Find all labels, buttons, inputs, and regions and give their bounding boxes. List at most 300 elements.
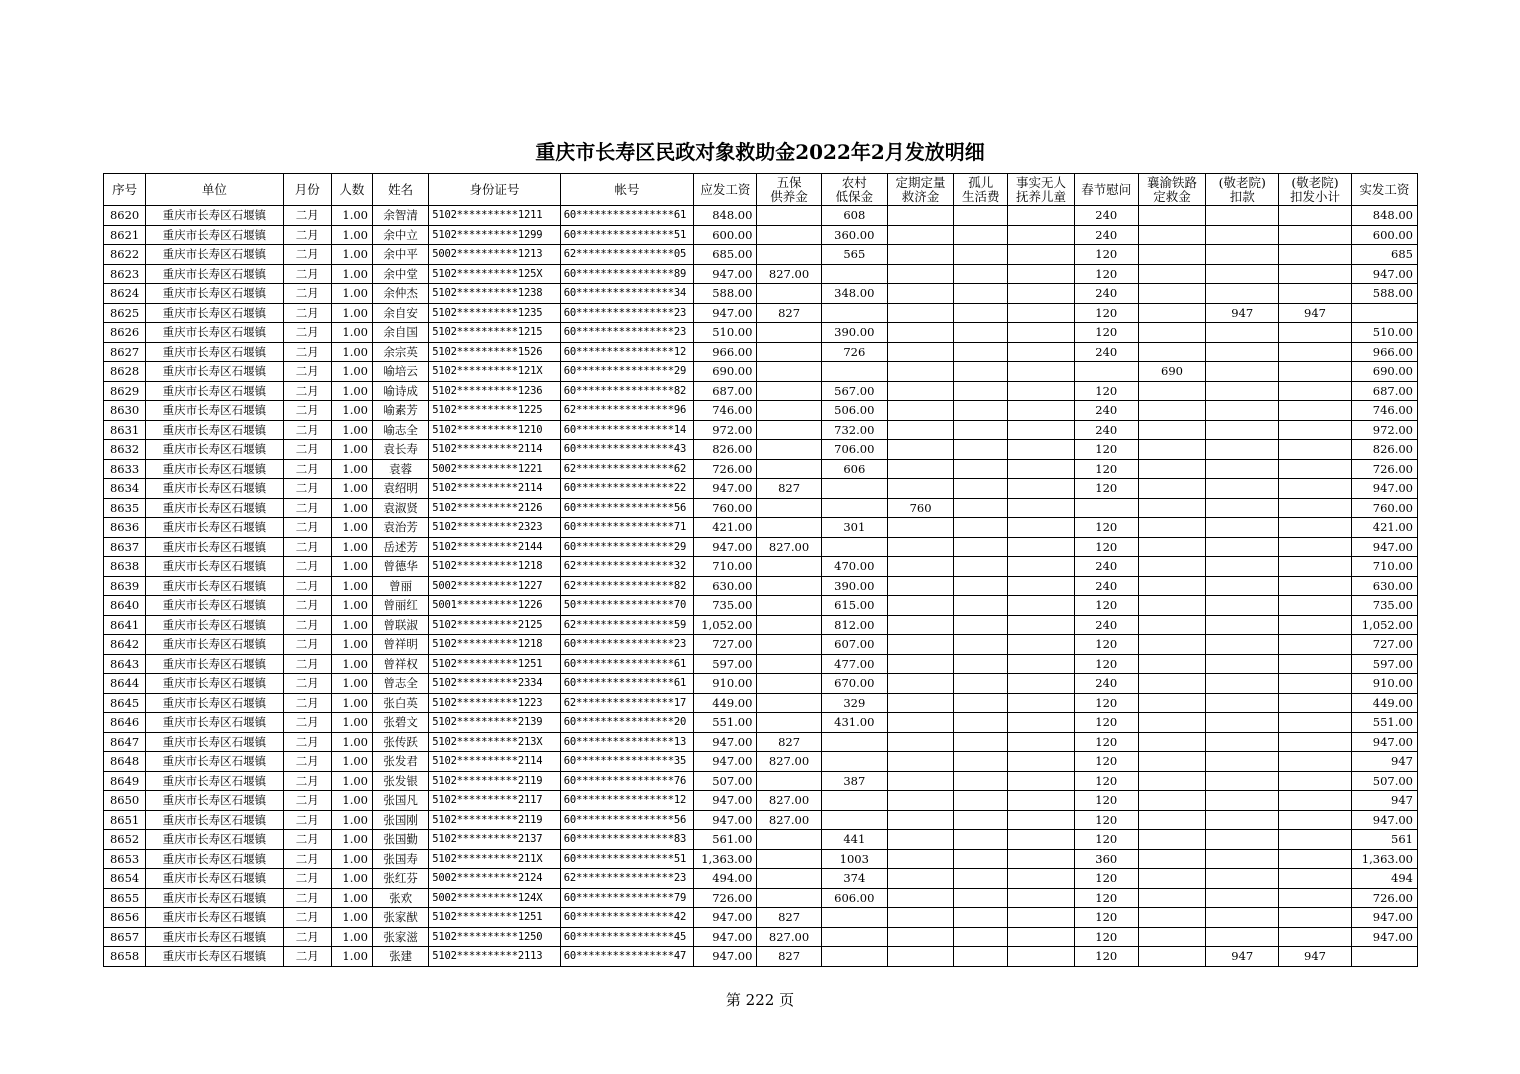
- table-cell: 812.00: [821, 615, 887, 635]
- table-cell: 5102**********1225: [429, 401, 561, 421]
- table-cell: 重庆市长寿区石堰镇: [146, 479, 284, 499]
- table-cell: 张国刚: [373, 810, 429, 830]
- table-cell: 506.00: [821, 401, 887, 421]
- table-cell: 60****************47: [560, 947, 694, 967]
- table-cell: 827: [757, 303, 821, 323]
- table-cell: 重庆市长寿区石堰镇: [146, 791, 284, 811]
- table-cell: 重庆市长寿区石堰镇: [146, 284, 284, 304]
- table-cell: [757, 206, 821, 226]
- table-cell: 重庆市长寿区石堰镇: [146, 849, 284, 869]
- table-cell: 565: [821, 245, 887, 265]
- table-cell: 5102**********1218: [429, 557, 561, 577]
- column-header: 襄渝铁路 定救金: [1138, 174, 1205, 206]
- table-cell: 5102**********2114: [429, 752, 561, 772]
- table-row: [104, 713, 1418, 733]
- table-row: [104, 693, 1418, 713]
- table-cell: [1206, 342, 1279, 362]
- table-cell: [1008, 693, 1074, 713]
- table-cell: 二月: [283, 596, 331, 616]
- table-cell: [1279, 440, 1351, 460]
- table-cell: [1138, 888, 1205, 908]
- table-cell: 二月: [283, 674, 331, 694]
- table-cell: [887, 849, 953, 869]
- table-cell: [1138, 771, 1205, 791]
- table-cell: [1206, 908, 1279, 928]
- table-cell: [1206, 420, 1279, 440]
- table-cell: 120: [1074, 713, 1138, 733]
- table-cell: 重庆市长寿区石堰镇: [146, 420, 284, 440]
- table-cell: [954, 440, 1008, 460]
- table-cell: [954, 206, 1008, 226]
- table-cell: 重庆市长寿区石堰镇: [146, 732, 284, 752]
- table-cell: 1.00: [331, 693, 372, 713]
- table-cell: 8649: [104, 771, 146, 791]
- table-cell: 8628: [104, 362, 146, 382]
- table-cell: 120: [1074, 791, 1138, 811]
- table-cell: [1138, 440, 1205, 460]
- column-header: 五保 供养金: [757, 174, 821, 206]
- table-cell: 947.00: [1351, 927, 1417, 947]
- table-cell: 二月: [283, 206, 331, 226]
- table-cell: 120: [1074, 537, 1138, 557]
- table-cell: 重庆市长寿区石堰镇: [146, 654, 284, 674]
- table-cell: [1279, 654, 1351, 674]
- table-cell: 8653: [104, 849, 146, 869]
- table-cell: 60****************35: [560, 752, 694, 772]
- table-cell: 760.00: [694, 498, 757, 518]
- table-cell: 8639: [104, 576, 146, 596]
- table-cell: 5102**********1235: [429, 303, 561, 323]
- table-cell: 8645: [104, 693, 146, 713]
- table-cell: 727.00: [1351, 635, 1417, 655]
- table-cell: 8631: [104, 420, 146, 440]
- table-cell: 曾德华: [373, 557, 429, 577]
- table-cell: 重庆市长寿区石堰镇: [146, 245, 284, 265]
- table-cell: 966.00: [1351, 342, 1417, 362]
- table-cell: [954, 674, 1008, 694]
- table-cell: 421.00: [694, 518, 757, 538]
- table-cell: 947.00: [1351, 908, 1417, 928]
- table-cell: 1.00: [331, 362, 372, 382]
- table-cell: [954, 732, 1008, 752]
- table-cell: 5102**********2113: [429, 947, 561, 967]
- table-cell: 60****************89: [560, 264, 694, 284]
- table-cell: 1.00: [331, 635, 372, 655]
- table-cell: 329: [821, 693, 887, 713]
- table-cell: 5002**********1221: [429, 459, 561, 479]
- table-cell: 120: [1074, 596, 1138, 616]
- table-cell: 120: [1074, 830, 1138, 850]
- table-cell: 二月: [283, 498, 331, 518]
- table-cell: 1.00: [331, 557, 372, 577]
- table-cell: [954, 615, 1008, 635]
- table-cell: [1074, 362, 1138, 382]
- table-cell: 120: [1074, 245, 1138, 265]
- table-cell: [757, 362, 821, 382]
- table-cell: [887, 303, 953, 323]
- table-cell: [887, 518, 953, 538]
- table-cell: 947.00: [694, 264, 757, 284]
- table-cell: 袁淑贤: [373, 498, 429, 518]
- table-cell: 1.00: [331, 284, 372, 304]
- table-cell: 5102**********1526: [429, 342, 561, 362]
- table-cell: 二月: [283, 381, 331, 401]
- table-cell: 1.00: [331, 771, 372, 791]
- table-cell: 8621: [104, 225, 146, 245]
- table-cell: [1279, 752, 1351, 772]
- table-cell: 947: [1351, 752, 1417, 772]
- table-cell: 岳述芳: [373, 537, 429, 557]
- table-cell: 重庆市长寿区石堰镇: [146, 225, 284, 245]
- table-cell: [1008, 206, 1074, 226]
- table-cell: [757, 635, 821, 655]
- table-cell: 张国寿: [373, 849, 429, 869]
- table-cell: [757, 381, 821, 401]
- table-cell: 60****************42: [560, 908, 694, 928]
- table-cell: 张白英: [373, 693, 429, 713]
- table-row: [104, 674, 1418, 694]
- table-cell: 827: [757, 479, 821, 499]
- table-cell: 687.00: [1351, 381, 1417, 401]
- table-cell: 张发银: [373, 771, 429, 791]
- table-cell: 1.00: [331, 615, 372, 635]
- table-cell: [1008, 498, 1074, 518]
- table-cell: 62****************23: [560, 869, 694, 889]
- table-cell: 余中立: [373, 225, 429, 245]
- table-cell: 张传跃: [373, 732, 429, 752]
- table-row: [104, 908, 1418, 928]
- table-cell: [954, 225, 1008, 245]
- table-cell: [1008, 713, 1074, 733]
- table-cell: 62****************17: [560, 693, 694, 713]
- table-cell: 5001**********1226: [429, 596, 561, 616]
- table-cell: 120: [1074, 752, 1138, 772]
- table-cell: 848.00: [1351, 206, 1417, 226]
- table-cell: 600.00: [1351, 225, 1417, 245]
- column-header: 月份: [283, 174, 331, 206]
- table-cell: 余智清: [373, 206, 429, 226]
- table-cell: 张碧文: [373, 713, 429, 733]
- table-cell: 120: [1074, 810, 1138, 830]
- table-cell: 二月: [283, 869, 331, 889]
- table-row: [104, 401, 1418, 421]
- table-cell: [821, 537, 887, 557]
- table-cell: 二月: [283, 927, 331, 947]
- table-cell: 8623: [104, 264, 146, 284]
- table-cell: [1279, 576, 1351, 596]
- table-cell: [1138, 752, 1205, 772]
- table-cell: 746.00: [1351, 401, 1417, 421]
- table-cell: [1206, 596, 1279, 616]
- table-cell: 240: [1074, 284, 1138, 304]
- table-row: [104, 771, 1418, 791]
- table-cell: 972.00: [694, 420, 757, 440]
- table-cell: 60****************34: [560, 284, 694, 304]
- table-cell: 曾祥权: [373, 654, 429, 674]
- table-cell: 1.00: [331, 342, 372, 362]
- table-cell: [1206, 440, 1279, 460]
- table-cell: [1206, 245, 1279, 265]
- table-cell: 726.00: [1351, 459, 1417, 479]
- table-cell: [1279, 245, 1351, 265]
- table-cell: [757, 342, 821, 362]
- table-cell: 二月: [283, 654, 331, 674]
- table-cell: [887, 401, 953, 421]
- table-cell: 120: [1074, 927, 1138, 947]
- column-header: 帐号: [560, 174, 694, 206]
- table-cell: 827: [757, 732, 821, 752]
- table-row: [104, 752, 1418, 772]
- table-cell: 374: [821, 869, 887, 889]
- table-cell: 827.00: [757, 927, 821, 947]
- table-cell: 494.00: [694, 869, 757, 889]
- table-cell: 1.00: [331, 518, 372, 538]
- table-cell: 张欢: [373, 888, 429, 908]
- table-row: [104, 206, 1418, 226]
- table-cell: 二月: [283, 693, 331, 713]
- table-cell: [1008, 830, 1074, 850]
- table-cell: [954, 284, 1008, 304]
- table-cell: 5002**********124X: [429, 888, 561, 908]
- table-cell: [821, 752, 887, 772]
- table-cell: 5102**********2114: [429, 479, 561, 499]
- table-cell: [1138, 284, 1205, 304]
- table-cell: 张建: [373, 947, 429, 967]
- table-cell: 240: [1074, 674, 1138, 694]
- table-cell: [1138, 498, 1205, 518]
- table-cell: 二月: [283, 459, 331, 479]
- table-cell: 827.00: [757, 810, 821, 830]
- table-cell: [954, 459, 1008, 479]
- table-row: [104, 810, 1418, 830]
- table-cell: [1279, 537, 1351, 557]
- table-cell: 余自国: [373, 323, 429, 343]
- table-cell: 120: [1074, 635, 1138, 655]
- table-cell: 二月: [283, 537, 331, 557]
- table-cell: [1138, 323, 1205, 343]
- table-cell: [1279, 479, 1351, 499]
- table-cell: [1138, 342, 1205, 362]
- column-header: 春节慰问: [1074, 174, 1138, 206]
- table-cell: 735.00: [1351, 596, 1417, 616]
- table-cell: [954, 888, 1008, 908]
- table-cell: 551.00: [1351, 713, 1417, 733]
- table-cell: [1008, 927, 1074, 947]
- table-cell: 561.00: [694, 830, 757, 850]
- table-cell: 5102**********2139: [429, 713, 561, 733]
- page-number: 第 222 页: [725, 991, 795, 1009]
- table-cell: 二月: [283, 752, 331, 772]
- table-cell: 8655: [104, 888, 146, 908]
- table-row: [104, 323, 1418, 343]
- table-cell: [1279, 810, 1351, 830]
- table-cell: [1206, 713, 1279, 733]
- table-cell: 8635: [104, 498, 146, 518]
- table-cell: 827.00: [757, 537, 821, 557]
- table-cell: [1008, 888, 1074, 908]
- table-cell: [954, 947, 1008, 967]
- table-cell: 喻素芳: [373, 401, 429, 421]
- table-cell: [887, 830, 953, 850]
- page-title: 重庆市长寿区民政对象救助金2022年2月发放明细: [535, 140, 985, 164]
- table-cell: 二月: [283, 284, 331, 304]
- table-cell: 510.00: [694, 323, 757, 343]
- table-cell: 848.00: [694, 206, 757, 226]
- table-cell: 5102**********1215: [429, 323, 561, 343]
- table-cell: 760.00: [1351, 498, 1417, 518]
- payment-table: [103, 173, 1418, 967]
- table-cell: [1138, 849, 1205, 869]
- table-cell: 1.00: [331, 245, 372, 265]
- table-cell: 8632: [104, 440, 146, 460]
- table-cell: [1206, 537, 1279, 557]
- table-cell: 5102**********2126: [429, 498, 561, 518]
- table-cell: [757, 771, 821, 791]
- table-cell: 8648: [104, 752, 146, 772]
- table-cell: 二月: [283, 576, 331, 596]
- table-row: [104, 420, 1418, 440]
- table-cell: [821, 908, 887, 928]
- table-cell: [1279, 888, 1351, 908]
- table-cell: [1008, 654, 1074, 674]
- table-cell: [1279, 459, 1351, 479]
- table-cell: 1.00: [331, 791, 372, 811]
- table-row: [104, 888, 1418, 908]
- table-cell: [954, 830, 1008, 850]
- table-cell: 8636: [104, 518, 146, 538]
- table-cell: 1.00: [331, 654, 372, 674]
- table-cell: [1279, 596, 1351, 616]
- table-cell: 710.00: [1351, 557, 1417, 577]
- table-cell: [1138, 908, 1205, 928]
- table-cell: [1138, 596, 1205, 616]
- table-cell: [1279, 908, 1351, 928]
- table-cell: [887, 362, 953, 382]
- table-cell: 120: [1074, 440, 1138, 460]
- table-cell: 二月: [283, 420, 331, 440]
- column-header: 单位: [146, 174, 284, 206]
- table-cell: 947.00: [1351, 810, 1417, 830]
- table-cell: [1279, 615, 1351, 635]
- table-cell: 60****************82: [560, 381, 694, 401]
- table-cell: 710.00: [694, 557, 757, 577]
- table-cell: 袁蓉: [373, 459, 429, 479]
- table-cell: 1.00: [331, 206, 372, 226]
- table-cell: 8622: [104, 245, 146, 265]
- table-cell: 826.00: [1351, 440, 1417, 460]
- column-header: 事实无人 抚养儿童: [1008, 174, 1074, 206]
- column-header: 实发工资: [1351, 174, 1417, 206]
- table-cell: 120: [1074, 771, 1138, 791]
- table-cell: 947.00: [694, 479, 757, 499]
- table-cell: [887, 225, 953, 245]
- table-cell: [757, 830, 821, 850]
- table-cell: [887, 674, 953, 694]
- table-cell: 张发君: [373, 752, 429, 772]
- table-cell: [1206, 401, 1279, 421]
- table-cell: 1.00: [331, 888, 372, 908]
- table-cell: 60****************56: [560, 498, 694, 518]
- table-cell: 240: [1074, 342, 1138, 362]
- table-cell: 60****************12: [560, 791, 694, 811]
- table-cell: [1279, 518, 1351, 538]
- table-row: [104, 849, 1418, 869]
- table-cell: 947.00: [694, 927, 757, 947]
- table-cell: [1279, 869, 1351, 889]
- column-header: (敬老院) 扣发小计: [1279, 174, 1351, 206]
- table-cell: [1008, 245, 1074, 265]
- table-cell: [954, 381, 1008, 401]
- table-cell: 60****************76: [560, 771, 694, 791]
- table-cell: 615.00: [821, 596, 887, 616]
- table-cell: 5102**********211X: [429, 849, 561, 869]
- table-cell: [1008, 342, 1074, 362]
- table-cell: 曾丽红: [373, 596, 429, 616]
- table-cell: 60****************51: [560, 225, 694, 245]
- table-cell: [757, 440, 821, 460]
- table-cell: 余仲杰: [373, 284, 429, 304]
- table-cell: 重庆市长寿区石堰镇: [146, 888, 284, 908]
- table-cell: 827.00: [757, 791, 821, 811]
- table-cell: 608: [821, 206, 887, 226]
- table-cell: 5102**********2144: [429, 537, 561, 557]
- table-cell: [1206, 674, 1279, 694]
- table-cell: 袁绍明: [373, 479, 429, 499]
- table-cell: [1206, 732, 1279, 752]
- table-cell: 1.00: [331, 420, 372, 440]
- table-cell: 240: [1074, 557, 1138, 577]
- table-cell: 二月: [283, 342, 331, 362]
- table-cell: 袁长寿: [373, 440, 429, 460]
- table-cell: 5102**********2137: [429, 830, 561, 850]
- table-cell: 120: [1074, 459, 1138, 479]
- table-cell: [1008, 752, 1074, 772]
- table-cell: [821, 303, 887, 323]
- table-cell: [1008, 303, 1074, 323]
- table-cell: 8634: [104, 479, 146, 499]
- table-cell: 喻培云: [373, 362, 429, 382]
- table-cell: 1.00: [331, 401, 372, 421]
- table-cell: 947: [1279, 303, 1351, 323]
- table-cell: [757, 401, 821, 421]
- table-cell: [1138, 830, 1205, 850]
- table-cell: [1279, 362, 1351, 382]
- table-cell: 张家滋: [373, 927, 429, 947]
- table-cell: [757, 693, 821, 713]
- table-cell: [1206, 654, 1279, 674]
- table-cell: 390.00: [821, 576, 887, 596]
- column-header: 姓名: [373, 174, 429, 206]
- table-cell: [1138, 420, 1205, 440]
- table-cell: 597.00: [1351, 654, 1417, 674]
- table-row: [104, 947, 1418, 967]
- table-cell: 二月: [283, 362, 331, 382]
- table-cell: [1008, 323, 1074, 343]
- table-cell: [1138, 732, 1205, 752]
- table-cell: 喻诗成: [373, 381, 429, 401]
- column-header: 农村 低保金: [821, 174, 887, 206]
- table-cell: 551.00: [694, 713, 757, 733]
- table-cell: 二月: [283, 615, 331, 635]
- table-cell: [887, 479, 953, 499]
- table-cell: 1.00: [331, 596, 372, 616]
- table-cell: [1008, 284, 1074, 304]
- table-cell: 120: [1074, 888, 1138, 908]
- table-cell: 二月: [283, 849, 331, 869]
- table-cell: [887, 908, 953, 928]
- table-cell: [887, 771, 953, 791]
- table-cell: [1138, 810, 1205, 830]
